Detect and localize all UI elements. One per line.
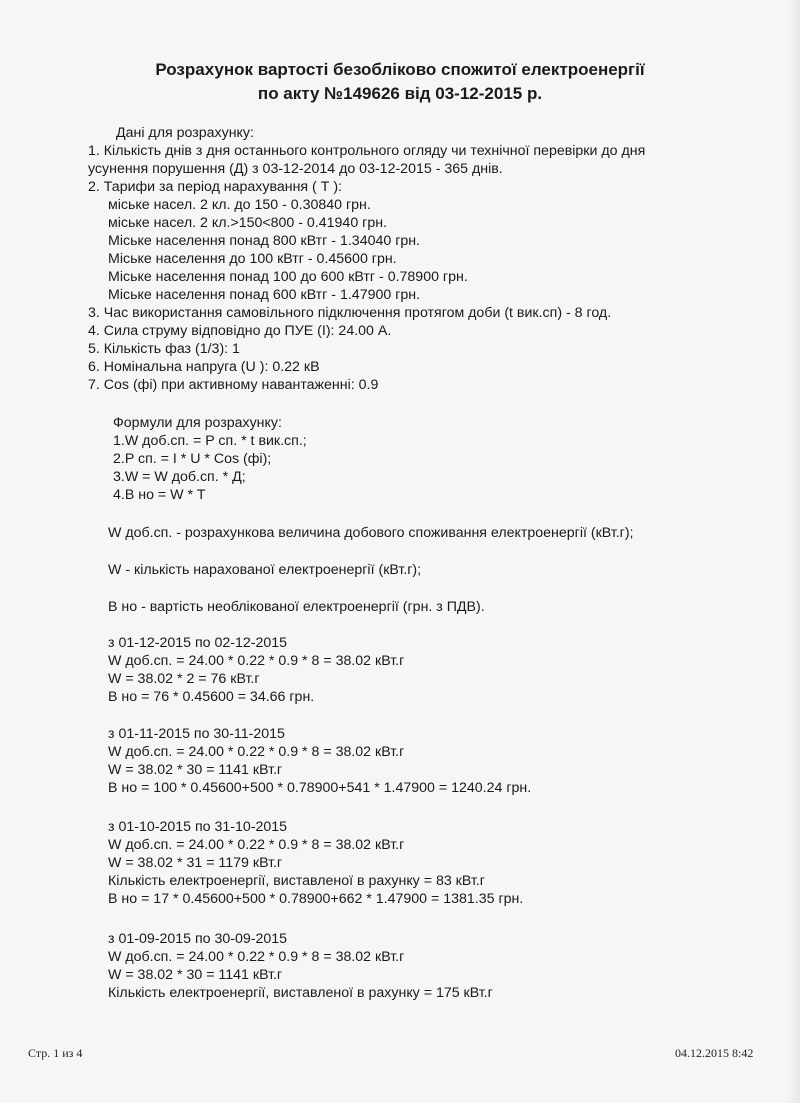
data-item: 4. Сила струму відповідно до ПУЕ (I): 24.00 А.: [88, 323, 392, 339]
period-line: Кількість електроенергії, виставленої в рахунку = 175 кВт.г: [108, 985, 493, 1001]
formula-line: 2.P сп. = I * U * Cos (фі);: [113, 451, 272, 467]
formula-line: 1.W доб.сп. = P сп. * t вик.сп.;: [113, 433, 307, 449]
period-line: W = 38.02 * 30 = 1141 кВт.г: [108, 762, 283, 778]
period-header: з 01-10-2015 по 31-10-2015: [108, 819, 288, 835]
data-heading: Дані для розрахунку:: [116, 125, 254, 141]
scan-header-noise: [0, 0, 800, 20]
print-datetime: 04.12.2015 8:42: [675, 1046, 754, 1060]
tariff-item: Міське населення понад 100 до 600 кВтг - 0.78900 грн.: [108, 269, 468, 285]
period-line: W доб.сп. = 24.00 * 0.22 * 0.9 * 8 = 38.02 кВт.г: [108, 837, 405, 853]
document-title-line2: по акту №149626 від 03-12-2015 р.: [257, 84, 543, 103]
tariff-item: міське насел. 2 кл. до 150 - 0.30840 грн.: [108, 197, 371, 213]
period-line: В но = 76 * 0.45600 = 34.66 грн.: [108, 689, 315, 705]
data-item: 6. Номінальна напруга (U ): 0.22 кВ: [88, 359, 320, 375]
period-line: Кількість електроенергії, виставленої в рахунку = 83 кВт.г: [108, 873, 485, 889]
tariff-item: Міське населення до 100 кВтг - 0.45600 грн.: [108, 251, 397, 267]
period-line: W = 38.02 * 31 = 1179 кВт.г: [108, 855, 283, 871]
period-line: W доб.сп. = 24.00 * 0.22 * 0.9 * 8 = 38.02 кВт.г: [108, 744, 405, 760]
period-line: W доб.сп. = 24.00 * 0.22 * 0.9 * 8 = 38.02 кВт.г: [108, 949, 405, 965]
scan-edge-shadow: [786, 0, 800, 1103]
data-item: 7. Cos (фі) при активному навантаженні: 0.9: [88, 377, 379, 393]
period-line: В но = 100 * 0.45600+500 * 0.78900+541 * 1.47900 = 1240.24 грн.: [108, 780, 532, 796]
formulas-heading: Формули для розрахунку:: [113, 415, 282, 431]
document-title-line1: Розрахунок вартості безобліково спожитої електроенергії: [155, 60, 645, 79]
definition-line: W - кількість нарахованої електроенергії (кВт.г);: [108, 562, 422, 578]
data-item: 2. Тарифи за період нарахування ( Т ):: [88, 179, 342, 195]
period-line: В но = 17 * 0.45600+500 * 0.78900+662 * 1.47900 = 1381.35 грн.: [108, 891, 524, 907]
formula-line: 3.W = W доб.сп. * Д;: [113, 469, 246, 485]
period-line: W = 38.02 * 30 = 1141 кВт.г: [108, 967, 283, 983]
definition-line: W доб.сп. - розрахункова величина добового споживання електроенергії (кВт.г);: [108, 525, 634, 541]
tariff-item: Міське населення понад 600 кВтг - 1.47900 грн.: [108, 287, 421, 303]
data-item: 5. Кількість фаз (1/3): 1: [88, 341, 240, 357]
page-number: Стр. 1 из 4: [28, 1046, 83, 1060]
formula-line: 4.В но = W * Т: [113, 487, 206, 503]
period-header: з 01-11-2015 по 30-11-2015: [108, 726, 285, 742]
period-line: W доб.сп. = 24.00 * 0.22 * 0.9 * 8 = 38.02 кВт.г: [108, 653, 405, 669]
tariff-item: міське насел. 2 кл.>150<800 - 0.41940 грн.: [108, 215, 387, 231]
tariff-item: Міське населення понад 800 кВтг - 1.34040 грн.: [108, 233, 421, 249]
period-header: з 01-12-2015 по 02-12-2015: [108, 635, 288, 651]
definition-line: В но - вартість необлікованої електроенергії (грн. з ПДВ).: [108, 599, 485, 615]
data-item: усунення порушення (Д) з 03-12-2014 до 03-12-2015 - 365 днів.: [88, 161, 503, 177]
period-header: з 01-09-2015 по 30-09-2015: [108, 931, 288, 947]
data-item: 3. Час використання самовільного підключення протягом доби (t вик.сп) - 8 год.: [88, 305, 612, 321]
period-line: W = 38.02 * 2 = 76 кВт.г: [108, 671, 260, 687]
data-item: 1. Кількість днів з дня останнього контрольного огляду чи технічної перевірки до дня: [88, 143, 646, 159]
